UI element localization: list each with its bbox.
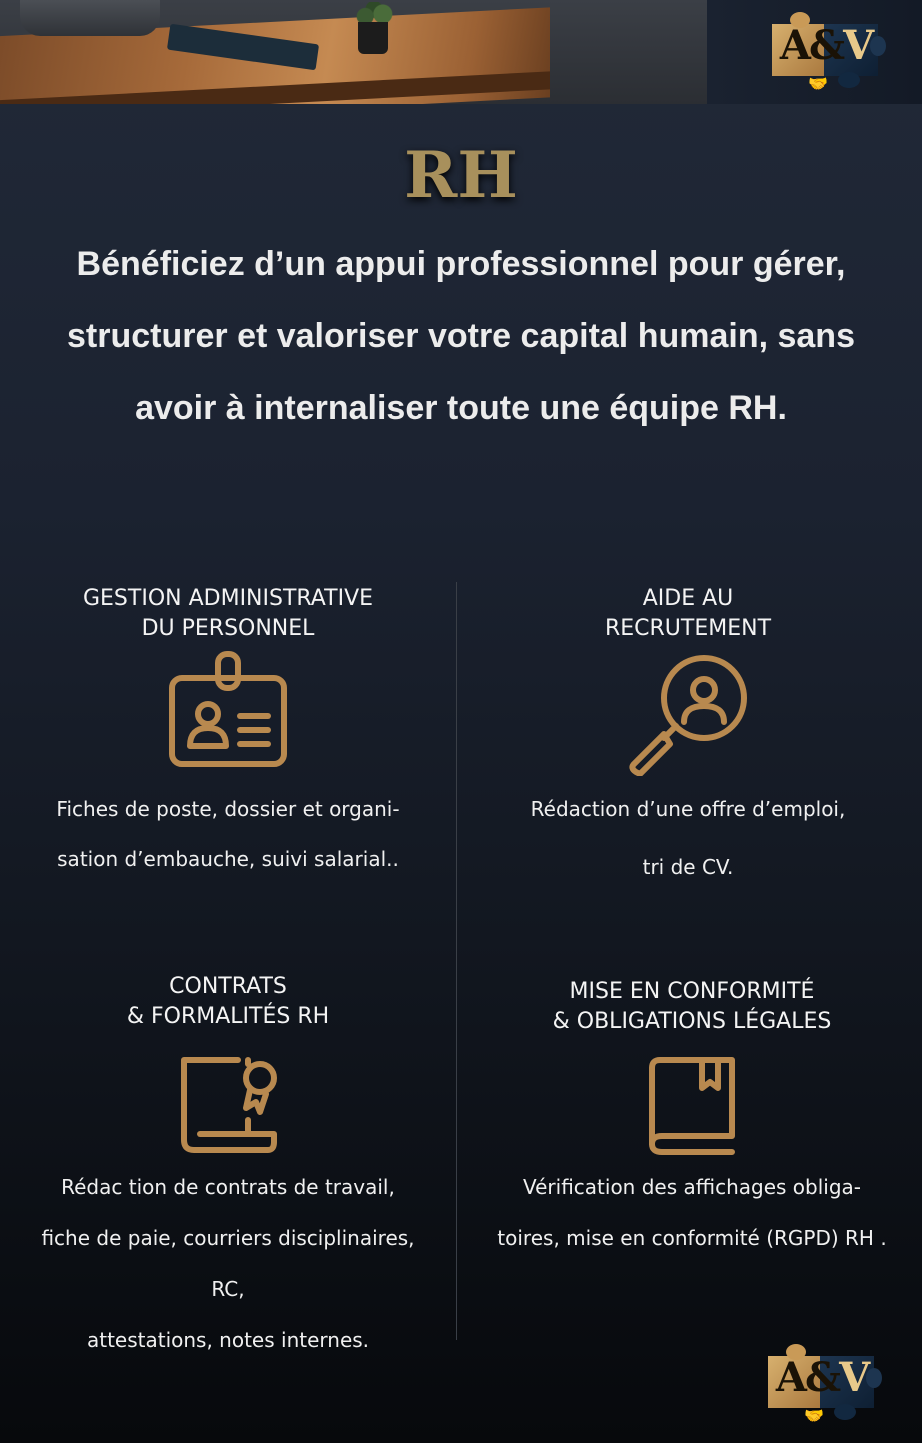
- service-heading: GESTION ADMINISTRATIVE DU PERSONNEL: [82, 586, 374, 641]
- laptop: [20, 0, 160, 36]
- logo-top: [770, 8, 886, 96]
- handshake-icon: 🤝: [804, 1406, 824, 1425]
- book-icon: [644, 1054, 738, 1158]
- column-divider: [456, 582, 457, 1340]
- plant-pot: [358, 22, 388, 54]
- certificate-scroll-icon: [176, 1054, 282, 1158]
- service-block-compliance: [472, 977, 912, 1037]
- page-title: RH: [404, 138, 518, 213]
- service-block-admin: [8, 584, 448, 644]
- handshake-icon: 🤝: [808, 74, 828, 93]
- logo-mark: A&V: [779, 22, 873, 69]
- service-description: Fiches de poste, dossier et organi- sation d’embauche, suivi salarial..: [56, 797, 400, 871]
- service-heading: MISE EN CONFORMITÉ & OBLIGATIONS LÉGALES: [552, 979, 832, 1034]
- id-badge-icon: [166, 650, 290, 770]
- service-description: Rédaction d’une offre d’emploi, tri de CV.: [530, 797, 846, 879]
- service-block-recruitment: [468, 584, 908, 644]
- logo-bottom: [766, 1340, 882, 1428]
- service-description: Vérification des affichages obliga- toires, mise en conformité (RGPD) RH .: [497, 1175, 887, 1250]
- intro-text: Bénéficiez d’un appui professionnel pour gérer, structurer et valoriser votre capital humain, sans avoir à internaliser toute une équipe RH.: [67, 245, 855, 427]
- service-description: Rédac tion de contrats de travail, fiche de paie, courriers disciplinaires, RC, attestations, notes internes.: [41, 1175, 415, 1352]
- service-heading: CONTRATS & FORMALITÉS RH: [126, 974, 330, 1029]
- service-heading: AIDE AU RECRUTEMENT: [604, 586, 772, 641]
- logo-mark: A&V: [775, 1354, 869, 1401]
- service-block-contracts: [8, 972, 448, 1032]
- magnifier-person-icon: [624, 650, 754, 776]
